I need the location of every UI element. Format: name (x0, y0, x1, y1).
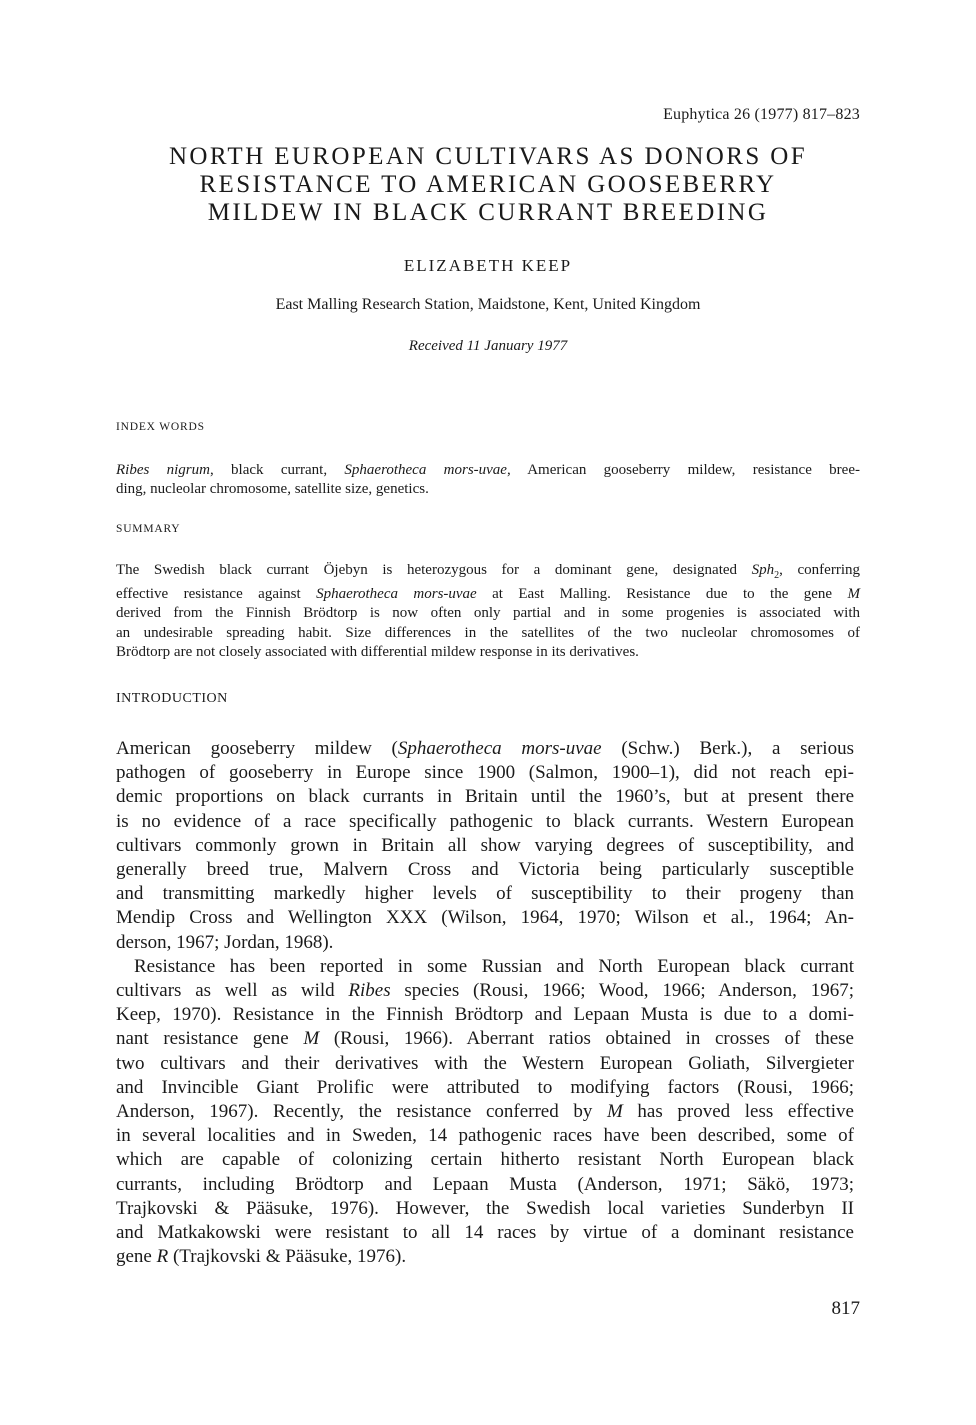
index-words-heading: INDEX WORDS (116, 421, 205, 433)
summary-heading: SUMMARY (116, 523, 181, 535)
body-line: and transmitting markedly higher levels of susceptibility to their progeny than (116, 883, 854, 905)
summary-line: Brödtorp are not closely associated with differential mildew response in its derivatives. (116, 643, 639, 660)
summary-text (116, 561, 860, 662)
body-line: Trajkovski & Pääsuke, 1976). However, the Swedish local varieties Sunderbyn II (116, 1197, 854, 1219)
body-line: gene R (Trajkovski & Pääsuke, 1976). (116, 1246, 407, 1268)
journal-reference: Euphytica 26 (1977) 817–823 (663, 106, 860, 123)
body-line: Keep, 1970). Resistance in the Finnish Brödtorp and Lepaan Musta is due to a domi- (116, 1004, 854, 1026)
body-line: American gooseberry mildew (Sphaerotheca mors-uvae (Schw.) Berk.), a serious (116, 738, 854, 759)
body-line: nant resistance gene M (Rousi, 1966). Aberrant ratios obtained in crosses of these (116, 1028, 854, 1050)
body-line: and Invincible Giant Prolific were attributed to modifying factors (Rousi, 1966; (116, 1076, 854, 1098)
title-line: MILDEW IN BLACK CURRANT BREEDING (207, 199, 769, 226)
author-name: ELIZABETH KEEP (403, 256, 573, 275)
author-affiliation: East Malling Research Station, Maidstone, Kent, United Kingdom (275, 296, 701, 313)
body-line: pathogen of gooseberry in Europe since 1900 (Salmon, 1900–1), did not reach epi- (116, 762, 854, 784)
page-number: 817 (831, 1298, 860, 1319)
body-line: in several localities and in Sweden, 14 pathogenic races have been described, some of (116, 1125, 854, 1147)
body-line: generally breed true, Malvern Cross and Victoria being particularly susceptible (116, 859, 854, 881)
body-line: cultivars as well as wild Ribes species (Rousi, 1966; Wood, 1966; Anderson, 1967; (116, 980, 854, 1002)
introduction-heading: INTRODUCTION (116, 691, 228, 706)
index-words-line: ding, nucleolar chromosome, satellite size, genetics. (116, 481, 429, 498)
body-line: Anderson, 1967). Recently, the resistance conferred by M has proved less effective (116, 1101, 854, 1123)
body-line: and Matkakowski were resistant to all 14 races by virtue of a dominant resistance (116, 1222, 854, 1244)
title-line: RESISTANCE TO AMERICAN GOOSEBERRY (199, 171, 777, 198)
body-line: two cultivars and their derivatives with the Western European Goliath, Silvergieter (116, 1052, 854, 1074)
summary-line: an undesirable spreading habit. Size differences in the satellites of the two nucleolar chromosomes of (116, 624, 860, 641)
index-words-text (116, 461, 860, 499)
body-line: which are capable of colonizing certain hitherto resistant North European black (116, 1149, 854, 1171)
introduction-body (116, 737, 854, 1269)
received-date: Received 11 January 1977 (408, 338, 568, 354)
body-line: cultivars commonly grown in Britain all show varying degrees of susceptibility, and (116, 834, 854, 856)
summary-line: derived from the Finnish Brödtorp is now often only partial and in some progenies is associated with (116, 605, 860, 622)
body-line: derson, 1967; Jordan, 1968). (116, 931, 334, 953)
article-title (100, 143, 876, 227)
summary-line: effective resistance against Sphaerotheca mors-uvae at East Malling. Resistance due to the gene M (116, 586, 860, 603)
body-line: is no evidence of a race specifically pathogenic to black currants. Western European (116, 810, 854, 832)
summary-line: The Swedish black currant Öjebyn is heterozygous for a dominant gene, designated Sph$_2$, conferring (116, 562, 860, 581)
title-line: NORTH EUROPEAN CULTIVARS AS DONORS OF (168, 143, 808, 170)
body-line: currants, including Brödtorp and Lepaan Musta (Anderson, 1971; Säkö, 1973; (116, 1173, 854, 1195)
body-line: demic proportions on black currants in Britain until the 1960’s, but at present there (116, 786, 854, 808)
body-line: Resistance has been reported in some Russian and North European black currant (134, 955, 854, 977)
index-words-line: Ribes nigrum, black currant, Sphaerotheca mors-uvae, American gooseberry mildew, resistance bree- (116, 462, 860, 478)
body-line: Mendip Cross and Wellington XXX (Wilson, 1964, 1970; Wilson et al., 1964; An- (116, 907, 854, 929)
